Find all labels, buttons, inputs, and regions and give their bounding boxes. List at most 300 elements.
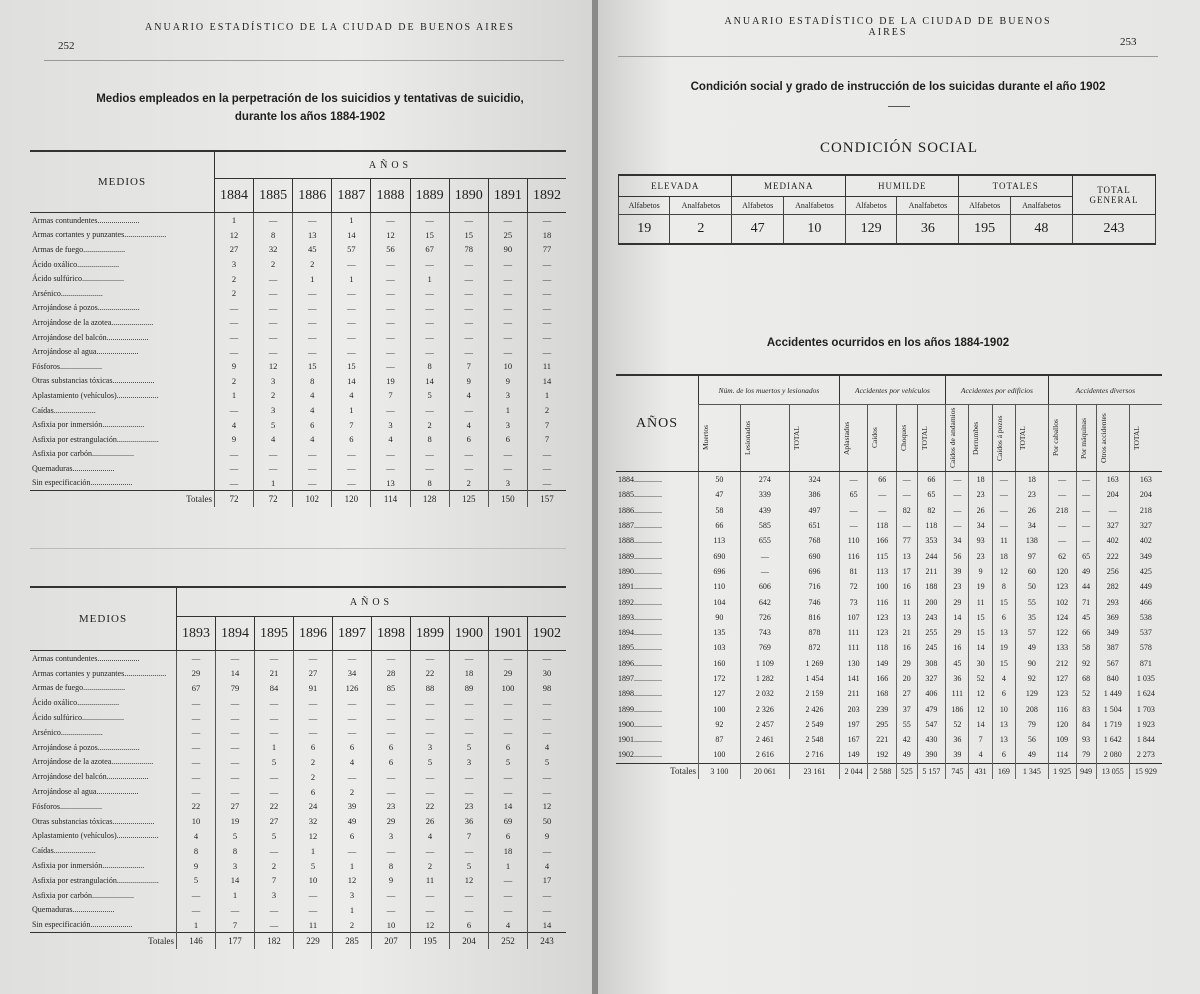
row-year: 1886..............	[618, 505, 662, 515]
cell-value: 2	[411, 858, 450, 873]
cell-value: 58	[1076, 640, 1096, 655]
cell-value: 49	[1016, 640, 1049, 655]
cell-value: 49	[1016, 747, 1049, 763]
table-row	[30, 843, 566, 858]
column-header-label: Muertos	[701, 425, 710, 451]
cell-value: —	[488, 286, 527, 301]
cell-value: —	[254, 447, 293, 462]
cell-value: 90	[488, 242, 527, 257]
cell-value: 11	[897, 594, 917, 609]
cell-value: 129	[1016, 686, 1049, 701]
cell-value: —	[215, 447, 254, 462]
table-row	[30, 769, 566, 784]
cell-value: 2	[293, 257, 332, 272]
cell-value: 11	[527, 359, 566, 374]
table-row	[30, 286, 566, 301]
cell-value: —	[527, 476, 566, 491]
cell-value: 15	[293, 359, 332, 374]
cell-value: 23	[969, 548, 992, 563]
cell-value: —	[527, 301, 566, 316]
cell-value: 22	[177, 799, 216, 814]
cell-value: 1 035	[1129, 671, 1162, 686]
cell-value: 22	[411, 666, 450, 681]
cell-value: 211	[917, 564, 946, 579]
cell-value: 26	[969, 503, 992, 518]
cell-value: 1	[332, 213, 371, 228]
cell-value: —	[177, 725, 216, 740]
cell-value: 100	[699, 701, 741, 716]
cell-value: 45	[293, 242, 332, 257]
cell-value: —	[410, 461, 449, 476]
cell-value: 3	[372, 829, 411, 844]
cell-value: 497	[790, 503, 840, 518]
row-label: Sin especificación.....................	[32, 920, 133, 930]
row-label: Arrojándose de la azotea.....................	[32, 317, 154, 327]
table-row	[30, 271, 566, 286]
cell-value: 50	[528, 814, 567, 829]
table-row	[30, 858, 566, 873]
cell-value: 14	[332, 374, 371, 389]
cell-value: 23	[450, 799, 489, 814]
cell-value: 327	[917, 671, 946, 686]
column-header	[1048, 405, 1076, 472]
cell-value: —	[488, 461, 527, 476]
cell-value: 222	[1096, 548, 1129, 563]
cell-value: 244	[917, 548, 946, 563]
cell-value: 118	[917, 518, 946, 533]
cell-value: —	[177, 651, 216, 666]
cell-value: —	[254, 330, 293, 345]
cell-value: —	[489, 903, 528, 918]
cell-value: 5	[255, 829, 294, 844]
table-row	[30, 432, 566, 447]
cell-value: 66	[1076, 625, 1096, 640]
table-row	[30, 330, 566, 345]
cell-value: —	[332, 461, 371, 476]
cell-value: —	[488, 271, 527, 286]
column-header-medios: MEDIOS	[30, 587, 177, 651]
total-value: 177	[216, 933, 255, 950]
cell-value: 390	[917, 747, 946, 763]
cell-value: 10	[294, 873, 333, 888]
cell-value: 10	[372, 917, 411, 932]
table-row	[30, 374, 566, 389]
row-label: Asfixia por estrangulación.....................	[32, 434, 159, 444]
cell-value: 4	[293, 432, 332, 447]
row-label: Arrojándose al agua.....................	[32, 787, 139, 797]
cell-value: 58	[699, 503, 741, 518]
row-label: Arrojándose á pozos.....................	[32, 303, 140, 313]
cell-value: 160	[699, 656, 741, 671]
cell-value: 166	[868, 533, 897, 548]
cell-value: —	[528, 695, 567, 710]
table-row	[30, 228, 566, 243]
cell-value: 4	[293, 403, 332, 418]
total-value: 146	[177, 933, 216, 950]
cell-value: 52	[1076, 686, 1096, 701]
cell-value: 17	[528, 873, 567, 888]
cell-value: 12	[371, 228, 410, 243]
row-label: Asfixia por inmersión.....................	[32, 420, 145, 430]
cell-value: 12	[992, 564, 1015, 579]
cell-value: 18	[489, 843, 528, 858]
year-header: 1897	[333, 617, 372, 651]
cell-value: 2	[215, 271, 254, 286]
cell-value: —	[332, 447, 371, 462]
cell-value: —	[216, 725, 255, 740]
column-group: Accidentes por edificios	[946, 375, 1049, 405]
cell-value: —	[255, 843, 294, 858]
cell-value: 34	[1016, 518, 1049, 533]
cell-value: 12	[215, 228, 254, 243]
cell-value: 93	[969, 533, 992, 548]
cell-value: 1 282	[740, 671, 790, 686]
cell-value: 6	[992, 747, 1015, 763]
cell-value: 92	[1076, 656, 1096, 671]
totals-row	[616, 763, 1162, 779]
cell-value: 3	[371, 417, 410, 432]
cell-value: 439	[740, 503, 790, 518]
table-row	[616, 610, 1162, 625]
cell-value: —	[450, 695, 489, 710]
cell-value: 1	[489, 858, 528, 873]
cell-value: 13	[371, 476, 410, 491]
total-value: 72	[254, 491, 293, 508]
cell-value: —	[254, 286, 293, 301]
cell-value: —	[333, 843, 372, 858]
condicion-value: 47	[732, 215, 783, 245]
title-rule	[888, 106, 910, 107]
cell-value: —	[488, 447, 527, 462]
cell-value: 11	[992, 533, 1015, 548]
cell-value: —	[177, 769, 216, 784]
cell-value: 8	[216, 843, 255, 858]
cell-value: 5	[528, 755, 567, 770]
cell-value: 204	[1096, 487, 1129, 502]
table-row	[30, 799, 566, 814]
cell-value: 8	[372, 858, 411, 873]
cell-value: 5	[410, 388, 449, 403]
cell-value: 2	[215, 374, 254, 389]
cell-value: 282	[1096, 579, 1129, 594]
cell-value: 4	[215, 417, 254, 432]
cell-value: 2	[255, 858, 294, 873]
cell-value: —	[254, 213, 293, 228]
cell-value: 6	[294, 740, 333, 755]
table-row	[30, 417, 566, 432]
cell-value: —	[372, 695, 411, 710]
cell-value: 15	[969, 625, 992, 640]
cell-value: —	[528, 784, 567, 799]
cell-value: 32	[294, 814, 333, 829]
cell-value: —	[294, 725, 333, 740]
cell-value: —	[740, 548, 790, 563]
cell-value: 3	[411, 740, 450, 755]
cell-value: 39	[946, 564, 969, 579]
cell-value: 141	[839, 671, 868, 686]
cell-value: 200	[917, 594, 946, 609]
cell-value: —	[528, 843, 567, 858]
year-header: 1885	[254, 179, 293, 213]
cell-value: —	[1048, 533, 1076, 548]
cell-value: 82	[917, 503, 946, 518]
cell-value: —	[215, 330, 254, 345]
cell-value: —	[1076, 472, 1096, 488]
accidentes-table	[616, 374, 1162, 779]
totals-row	[30, 933, 566, 950]
cell-value: 5	[294, 858, 333, 873]
cell-value: 168	[868, 686, 897, 701]
cell-value: 100	[699, 747, 741, 763]
cell-value: 23	[969, 487, 992, 502]
cell-value: 386	[790, 487, 840, 502]
cell-value: —	[992, 487, 1015, 502]
cell-value: 4	[332, 388, 371, 403]
cell-value: —	[293, 315, 332, 330]
cell-value: —	[411, 725, 450, 740]
cell-value: 97	[1016, 548, 1049, 563]
cell-value: 19	[969, 579, 992, 594]
cell-value: 11	[294, 917, 333, 932]
cell-value: 103	[699, 640, 741, 655]
cell-value: —	[410, 257, 449, 272]
cell-value: 29	[489, 666, 528, 681]
cell-value: 36	[450, 814, 489, 829]
cell-value: 50	[699, 472, 741, 488]
cell-value: —	[333, 651, 372, 666]
cell-value: 127	[699, 686, 741, 701]
cell-value: 84	[1076, 717, 1096, 732]
column-header-anos: AÑOS	[616, 375, 699, 472]
cell-value: 19	[216, 814, 255, 829]
cell-value: —	[946, 518, 969, 533]
cell-value: 221	[868, 732, 897, 747]
cell-value: 55	[897, 717, 917, 732]
cell-value: —	[177, 903, 216, 918]
cell-value: 22	[411, 799, 450, 814]
cell-value: 1	[177, 917, 216, 932]
cell-value: 4	[449, 417, 488, 432]
cell-value: 4	[528, 858, 567, 873]
table-row	[616, 686, 1162, 701]
cell-value: —	[410, 330, 449, 345]
cell-value: 15	[992, 656, 1015, 671]
cell-value: —	[527, 330, 566, 345]
cell-value: 163	[1096, 472, 1129, 488]
cell-value: 1	[215, 388, 254, 403]
cell-value: —	[371, 286, 410, 301]
cell-value: 430	[917, 732, 946, 747]
cell-value: 6	[372, 755, 411, 770]
cell-value: 12	[294, 829, 333, 844]
cell-value: 135	[699, 625, 741, 640]
cell-value: 28	[372, 666, 411, 681]
cell-value: —	[411, 903, 450, 918]
cell-value: —	[450, 888, 489, 903]
cell-value: 716	[790, 579, 840, 594]
row-label: Asfixia por carbón.....................	[32, 449, 134, 459]
cell-value: 243	[917, 610, 946, 625]
cell-value: 349	[1129, 548, 1162, 563]
cell-value: 726	[740, 610, 790, 625]
total-value: 125	[449, 491, 488, 508]
cell-value: 5	[216, 829, 255, 844]
row-label: Fósforos.....................	[32, 361, 103, 371]
column-header	[740, 405, 790, 472]
total-value: 114	[371, 491, 410, 508]
cell-value: 29	[177, 666, 216, 681]
cell-value: —	[177, 784, 216, 799]
cell-value: 67	[410, 242, 449, 257]
cell-value: —	[333, 769, 372, 784]
cell-value: 479	[917, 701, 946, 716]
column-header	[1096, 405, 1129, 472]
cell-value: —	[216, 784, 255, 799]
cell-value: 22	[255, 799, 294, 814]
cell-value: 9	[177, 858, 216, 873]
cell-value: 4	[489, 917, 528, 932]
total-value: 150	[488, 491, 527, 508]
cell-value: 768	[790, 533, 840, 548]
cell-value: 1	[294, 843, 333, 858]
table-row	[616, 625, 1162, 640]
row-year: 1891..............	[618, 582, 662, 592]
cell-value: —	[372, 651, 411, 666]
cell-value: 308	[917, 656, 946, 671]
cell-value: —	[293, 330, 332, 345]
cell-value: 578	[1129, 640, 1162, 655]
condicion-value: 129	[845, 215, 896, 245]
cell-value: —	[332, 301, 371, 316]
row-year: 1899..............	[618, 704, 662, 714]
cell-value: —	[255, 710, 294, 725]
cell-value: —	[216, 695, 255, 710]
cell-value: —	[371, 359, 410, 374]
cell-value: 57	[332, 242, 371, 257]
cell-value: —	[527, 257, 566, 272]
cell-value: 26	[411, 814, 450, 829]
cell-value: 3	[333, 888, 372, 903]
cell-value: 107	[839, 610, 868, 625]
cell-value: —	[1076, 487, 1096, 502]
cell-value: 8	[410, 359, 449, 374]
cell-value: —	[489, 725, 528, 740]
cell-value: 871	[1129, 656, 1162, 671]
cell-value: 6	[332, 432, 371, 447]
cell-value: 133	[1048, 640, 1076, 655]
right-page	[598, 0, 1200, 994]
cell-value: 20	[897, 671, 917, 686]
cell-value: —	[294, 888, 333, 903]
cell-value: 642	[740, 594, 790, 609]
row-label: Asfixia por estrangulación.....................	[32, 875, 159, 885]
cell-value: 16	[897, 640, 917, 655]
cell-value: 52	[946, 717, 969, 732]
cell-value: —	[294, 651, 333, 666]
cell-value: —	[372, 888, 411, 903]
group-header: HUMILDE	[845, 175, 958, 197]
column-header-label: TOTAL	[792, 426, 802, 450]
cell-value: 16	[897, 579, 917, 594]
cell-value: 49	[897, 747, 917, 763]
cell-value: 24	[294, 799, 333, 814]
running-head: ANUARIO ESTADÍSTICO DE LA CIUDAD DE BUENOS AIRES	[145, 22, 515, 33]
cell-value: —	[332, 315, 371, 330]
cell-value: 23	[946, 579, 969, 594]
condicion-social-heading: CONDICIÓN SOCIAL	[819, 140, 979, 156]
cell-value: —	[372, 710, 411, 725]
cell-value: —	[528, 903, 567, 918]
table-row	[30, 829, 566, 844]
cell-value: 816	[790, 610, 840, 625]
total-value: 1 345	[1016, 763, 1049, 779]
cell-value: 1	[332, 403, 371, 418]
row-label: Armas cortantes y punzantes.....................	[32, 230, 167, 240]
condicion-value: 36	[897, 215, 959, 245]
subheader: Analfabetos	[1010, 197, 1072, 215]
subheader: Analfabetos	[783, 197, 845, 215]
cell-value: 15	[969, 610, 992, 625]
cell-value: 9	[215, 359, 254, 374]
cell-value: 746	[790, 594, 840, 609]
cell-value: 5	[177, 873, 216, 888]
row-year: 1889..............	[618, 551, 662, 561]
totals-label: Totales	[30, 491, 215, 508]
cell-value: 27	[215, 242, 254, 257]
column-header	[839, 405, 868, 472]
cell-value: —	[294, 903, 333, 918]
cell-value: —	[177, 695, 216, 710]
column-header	[969, 405, 992, 472]
table-row	[616, 732, 1162, 747]
cell-value: 872	[790, 640, 840, 655]
cell-value: 21	[255, 666, 294, 681]
cell-value: 3	[488, 388, 527, 403]
cell-value: 23	[372, 799, 411, 814]
cell-value: 69	[489, 814, 528, 829]
row-year: 1897..............	[618, 674, 662, 683]
table-row	[616, 548, 1162, 563]
medios-table-1884-1892	[30, 150, 566, 507]
table-row	[30, 784, 566, 799]
cell-value: 29	[897, 656, 917, 671]
cell-value: —	[333, 725, 372, 740]
cell-value: —	[332, 257, 371, 272]
table-row	[30, 403, 566, 418]
cell-value: 7	[216, 917, 255, 932]
total-value: 5 157	[917, 763, 946, 779]
total-value: 243	[528, 933, 567, 950]
cell-value: 39	[946, 747, 969, 763]
cell-value: —	[255, 725, 294, 740]
cell-value: —	[450, 784, 489, 799]
cell-value: —	[449, 403, 488, 418]
table-row	[30, 359, 566, 374]
cell-value: 9	[488, 374, 527, 389]
row-label: Ácido oxálico.....................	[32, 698, 120, 708]
cell-value: —	[255, 917, 294, 932]
cell-value: —	[333, 710, 372, 725]
cell-value: —	[897, 518, 917, 533]
page-title: Medios empleados en la perpetración de los suicidios y tentativas de suicidio, durante los años 1884-1902	[96, 93, 524, 123]
row-label: Fósforos.....................	[32, 801, 103, 811]
total-value: 285	[333, 933, 372, 950]
column-header-label: TOTAL	[919, 426, 929, 450]
cell-value: 218	[1129, 503, 1162, 518]
cell-value: —	[371, 257, 410, 272]
year-header: 1891	[488, 179, 527, 213]
table-row	[30, 695, 566, 710]
